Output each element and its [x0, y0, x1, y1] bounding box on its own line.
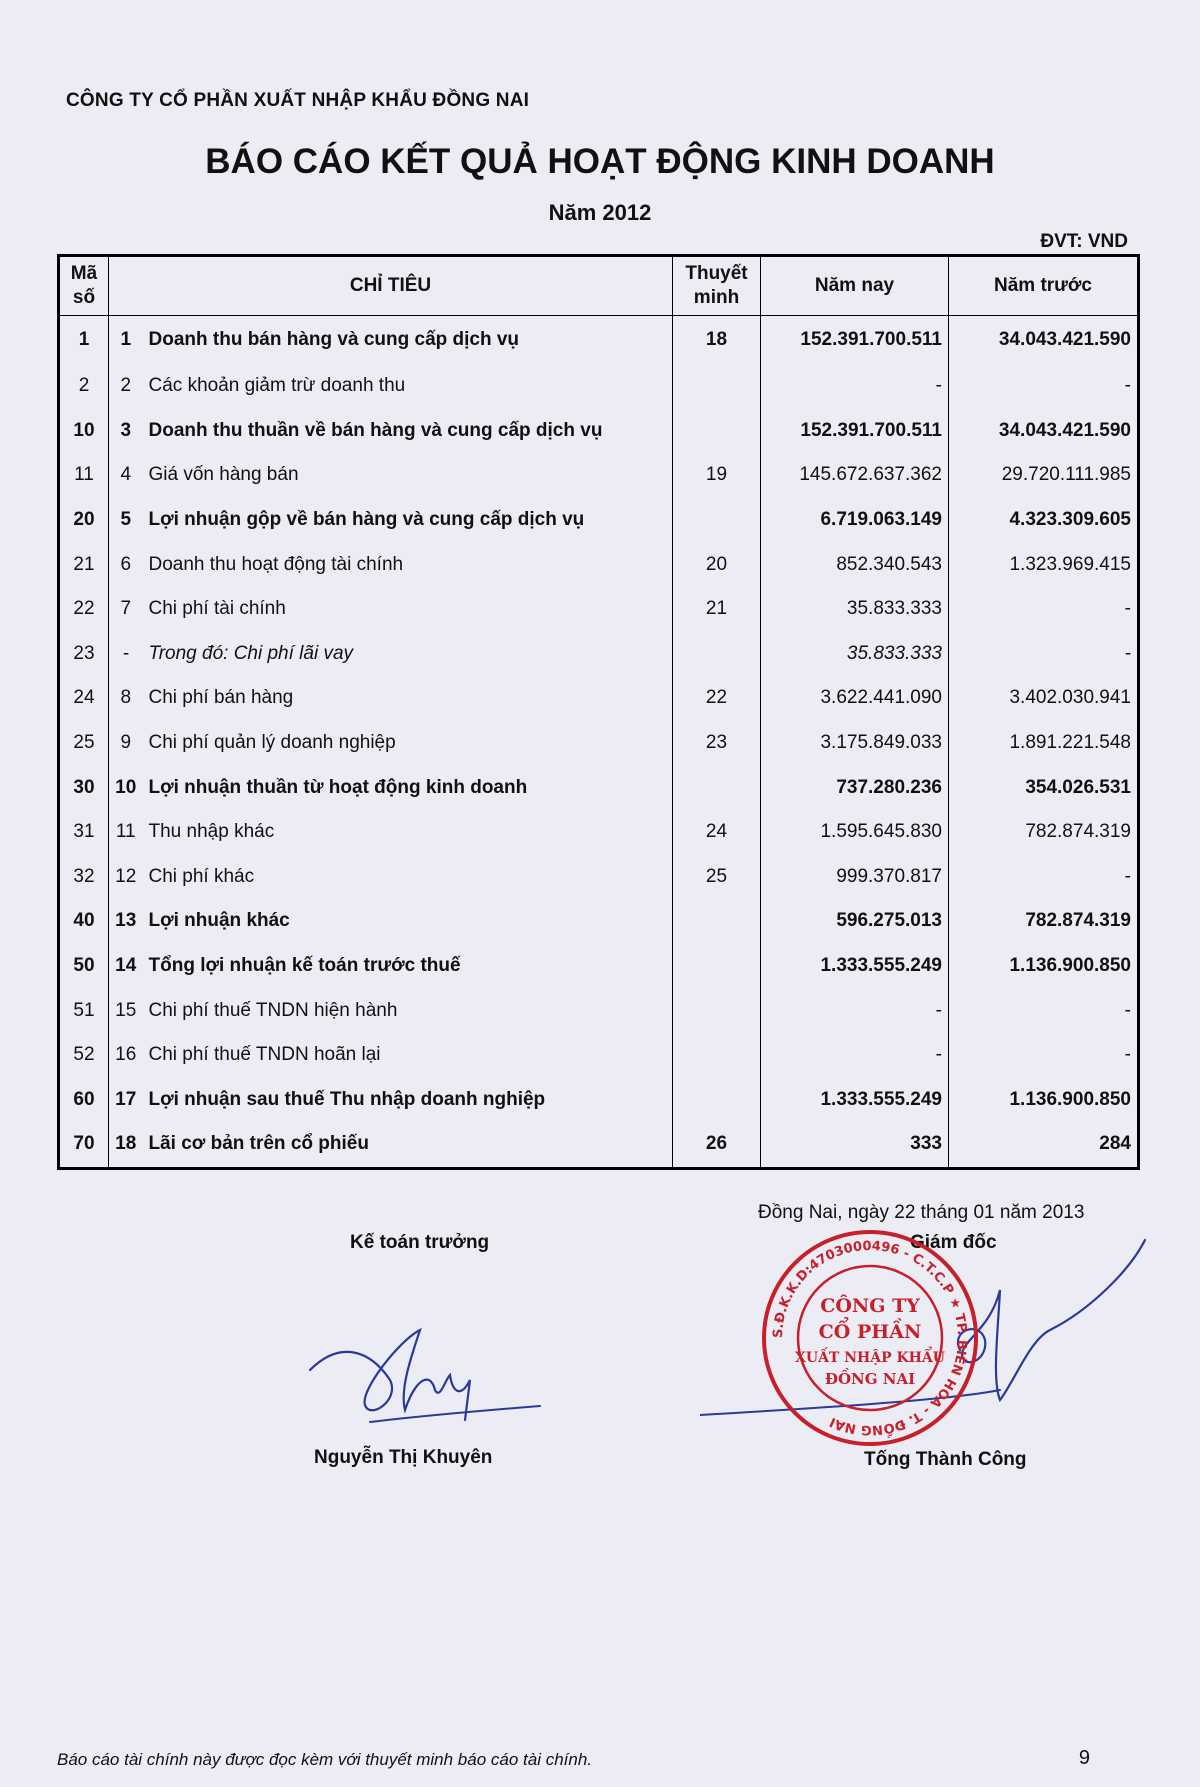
table-row [59, 498, 1139, 543]
row-previous-year: 782.874.319 [949, 899, 1139, 944]
director-name: Tống Thành Công [864, 1449, 1027, 1470]
row-previous-year: 1.136.900.850 [949, 944, 1139, 989]
table-row [59, 409, 1139, 454]
row-code: 31 [59, 810, 109, 855]
row-current-year: 999.370.817 [761, 855, 949, 900]
report-title: BÁO CÁO KẾT QUẢ HOẠT ĐỘNG KINH DOANH [205, 142, 995, 181]
row-note [673, 765, 761, 810]
row-current-year: 35.833.333 [761, 587, 949, 632]
row-code: 70 [59, 1122, 109, 1168]
table-row [59, 364, 1139, 409]
row-note [673, 409, 761, 454]
table-row [59, 944, 1139, 989]
income-statement-table [57, 254, 1140, 1170]
header-note: Thuyết minh [673, 256, 761, 316]
company-name: CÔNG TY CỔ PHẦN XUẤT NHẬP KHẨU ĐỒNG NAI [66, 90, 530, 111]
row-previous-year: 782.874.319 [949, 810, 1139, 855]
row-previous-year: - [949, 587, 1139, 632]
report-year: Năm 2012 [548, 200, 652, 225]
row-item-name: Chi phí bán hàng [143, 676, 673, 721]
row-current-year: 152.391.700.511 [761, 409, 949, 454]
table-row [59, 810, 1139, 855]
row-note [673, 364, 761, 409]
row-note: 24 [673, 810, 761, 855]
row-previous-year: 4.323.309.605 [949, 498, 1139, 543]
row-current-year: 3.175.849.033 [761, 721, 949, 766]
row-current-year: 152.391.700.511 [761, 316, 949, 365]
row-note [673, 1078, 761, 1123]
row-code: 11 [59, 453, 109, 498]
row-code: 60 [59, 1078, 109, 1123]
director-title: Giám đốc [910, 1232, 997, 1253]
row-current-year: 596.275.013 [761, 899, 949, 944]
row-note [673, 498, 761, 543]
table-row [59, 765, 1139, 810]
row-item-name: Lợi nhuận sau thuế Thu nhập doanh nghiệp [143, 1078, 673, 1123]
row-previous-year: 3.402.030.941 [949, 676, 1139, 721]
row-previous-year: - [949, 855, 1139, 900]
row-item-name: Chi phí tài chính [143, 587, 673, 632]
row-code: 21 [59, 542, 109, 587]
row-current-year: 35.833.333 [761, 632, 949, 677]
stamp-line-1: CÔNG TY [820, 1295, 920, 1317]
row-previous-year: 284 [949, 1122, 1139, 1168]
row-code: 2 [59, 364, 109, 409]
table-body [59, 316, 1139, 1169]
row-current-year: - [761, 988, 949, 1033]
row-current-year: 1.595.645.830 [761, 810, 949, 855]
row-index: 1 [109, 316, 143, 365]
row-code: 25 [59, 721, 109, 766]
row-note: 25 [673, 855, 761, 900]
footer-note: Báo cáo tài chính này được đọc kèm với thuyết minh báo cáo tài chính. [57, 1750, 593, 1769]
table-row [59, 1122, 1139, 1168]
row-index: - [109, 632, 143, 677]
stamp-line-4: ĐỒNG NAI [824, 1370, 916, 1388]
stamp-line-3: XUẤT NHẬP KHẨU [795, 1350, 945, 1366]
row-index: 17 [109, 1078, 143, 1123]
row-index: 6 [109, 542, 143, 587]
row-item-name: Doanh thu bán hàng và cung cấp dịch vụ [143, 316, 673, 365]
table-row [59, 855, 1139, 900]
row-index: 7 [109, 587, 143, 632]
row-code: 20 [59, 498, 109, 543]
table-row [59, 676, 1139, 721]
chief-accountant-title: Kế toán trưởng [350, 1232, 490, 1253]
table-row [59, 316, 1139, 365]
chief-accountant-name: Nguyễn Thị Khuyên [314, 1447, 493, 1468]
header-previous-year: Năm trước [949, 256, 1139, 316]
row-item-name: Chi phí khác [143, 855, 673, 900]
table-row [59, 453, 1139, 498]
row-item-name: Giá vốn hàng bán [143, 453, 673, 498]
row-item-name: Chi phí thuế TNDN hiện hành [143, 988, 673, 1033]
row-previous-year: - [949, 988, 1139, 1033]
header-item: CHỈ TIÊU [109, 256, 673, 316]
table-row [59, 542, 1139, 587]
row-code: 52 [59, 1033, 109, 1078]
row-code: 22 [59, 587, 109, 632]
row-previous-year: - [949, 632, 1139, 677]
row-item-name: Thu nhập khác [143, 810, 673, 855]
row-code: 30 [59, 765, 109, 810]
row-current-year: - [761, 1033, 949, 1078]
row-current-year: 852.340.543 [761, 542, 949, 587]
row-item-name: Tổng lợi nhuận kế toán trước thuế [143, 944, 673, 989]
company-stamp [758, 1226, 982, 1450]
table-row [59, 1078, 1139, 1123]
row-code: 40 [59, 899, 109, 944]
row-note [673, 988, 761, 1033]
row-previous-year: 1.891.221.548 [949, 721, 1139, 766]
row-item-name: Các khoản giảm trừ doanh thu [143, 364, 673, 409]
row-index: 8 [109, 676, 143, 721]
row-item-name: Lợi nhuận gộp về bán hàng và cung cấp dịch vụ [143, 498, 673, 543]
row-item-name: Doanh thu thuần về bán hàng và cung cấp dịch vụ [143, 409, 673, 454]
row-current-year: - [761, 364, 949, 409]
row-code: 50 [59, 944, 109, 989]
row-index: 11 [109, 810, 143, 855]
row-note: 21 [673, 587, 761, 632]
row-current-year: 1.333.555.249 [761, 1078, 949, 1123]
row-current-year: 145.672.637.362 [761, 453, 949, 498]
row-code: 23 [59, 632, 109, 677]
row-note: 22 [673, 676, 761, 721]
table-header-row [59, 256, 1139, 316]
row-item-name: Lãi cơ bản trên cổ phiếu [143, 1122, 673, 1168]
row-note: 26 [673, 1122, 761, 1168]
row-index: 9 [109, 721, 143, 766]
row-index: 2 [109, 364, 143, 409]
row-previous-year: 1.136.900.850 [949, 1078, 1139, 1123]
table-row [59, 587, 1139, 632]
row-note [673, 899, 761, 944]
row-item-name: Chi phí thuế TNDN hoãn lại [143, 1033, 673, 1078]
row-index: 3 [109, 409, 143, 454]
row-note [673, 632, 761, 677]
row-index: 16 [109, 1033, 143, 1078]
row-note: 19 [673, 453, 761, 498]
row-code: 1 [59, 316, 109, 365]
row-note [673, 944, 761, 989]
row-previous-year: 1.323.969.415 [949, 542, 1139, 587]
header-current-year: Năm nay [761, 256, 949, 316]
row-index: 15 [109, 988, 143, 1033]
row-previous-year: - [949, 1033, 1139, 1078]
row-index: 5 [109, 498, 143, 543]
row-previous-year: 34.043.421.590 [949, 409, 1139, 454]
row-current-year: 6.719.063.149 [761, 498, 949, 543]
table-row [59, 1033, 1139, 1078]
stamp-ring-text: S.Đ.K.K.D:4703000496 - C.T.C.P ★ TP. BIÊN HÒA - T. ĐỒNG NAI [770, 1238, 970, 1438]
header-code: Mã số [59, 256, 109, 316]
table-row [59, 721, 1139, 766]
row-item-name: Lợi nhuận thuần từ hoạt động kinh doanh [143, 765, 673, 810]
row-previous-year: - [949, 364, 1139, 409]
row-previous-year: 34.043.421.590 [949, 316, 1139, 365]
table-row [59, 899, 1139, 944]
row-note [673, 1033, 761, 1078]
row-index: 10 [109, 765, 143, 810]
row-code: 10 [59, 409, 109, 454]
row-item-name: Trong đó: Chi phí lãi vay [143, 632, 673, 677]
row-current-year: 3.622.441.090 [761, 676, 949, 721]
row-index: 13 [109, 899, 143, 944]
row-current-year: 333 [761, 1122, 949, 1168]
row-index: 4 [109, 453, 143, 498]
page-number: 9 [1078, 1747, 1090, 1769]
row-previous-year: 29.720.111.985 [949, 453, 1139, 498]
row-item-name: Lợi nhuận khác [143, 899, 673, 944]
row-current-year: 737.280.236 [761, 765, 949, 810]
row-index: 18 [109, 1122, 143, 1168]
row-note: 18 [673, 316, 761, 365]
row-item-name: Chi phí quản lý doanh nghiệp [143, 721, 673, 766]
currency-unit: ĐVT: VND [1040, 231, 1128, 252]
row-index: 14 [109, 944, 143, 989]
row-note: 23 [673, 721, 761, 766]
row-code: 32 [59, 855, 109, 900]
row-item-name: Doanh thu hoạt động tài chính [143, 542, 673, 587]
row-index: 12 [109, 855, 143, 900]
table-row [59, 632, 1139, 677]
row-note: 20 [673, 542, 761, 587]
stamp-line-2: CỔ PHẦN [818, 1321, 922, 1343]
table-row [59, 988, 1139, 1033]
row-previous-year: 354.026.531 [949, 765, 1139, 810]
row-code: 51 [59, 988, 109, 1033]
chief-accountant-signature [300, 1310, 550, 1440]
row-code: 24 [59, 676, 109, 721]
place-date: Đồng Nai, ngày 22 tháng 01 năm 2013 [758, 1202, 1085, 1223]
row-current-year: 1.333.555.249 [761, 944, 949, 989]
